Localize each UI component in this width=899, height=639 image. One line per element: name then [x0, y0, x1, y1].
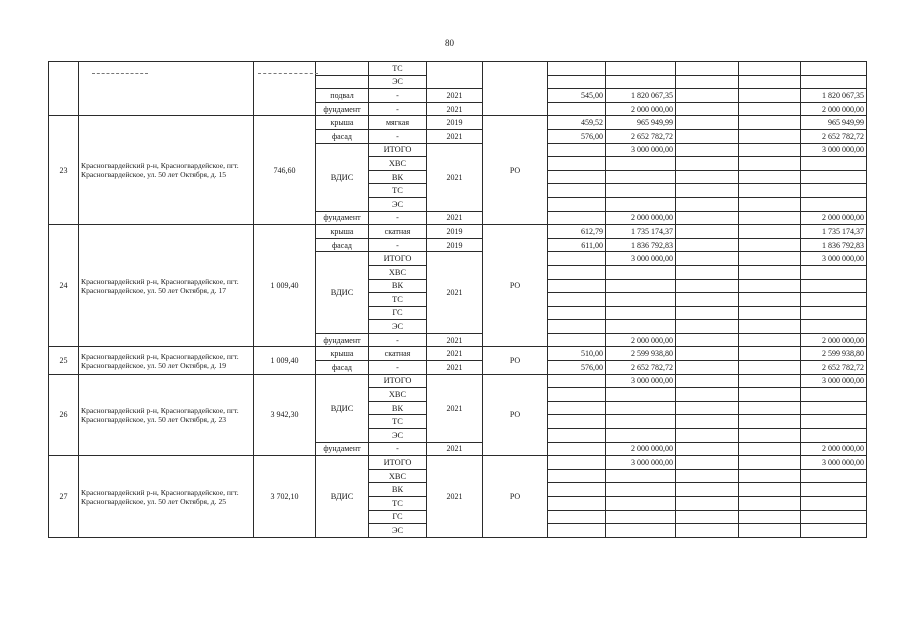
vdis-label-cell: ВДИС [316, 456, 369, 538]
address-cell: Красногвардейский р-н, Красногвардейское, пгт. Красногвардейское, ул. 50 лет Октября, д. 23 [79, 374, 254, 456]
table-row [49, 116, 867, 130]
empty-cell [676, 129, 739, 143]
house-number-cell: 23 [49, 116, 79, 225]
total-cell [801, 279, 867, 293]
system-cell: ЭС [369, 320, 427, 334]
empty-cell [676, 89, 739, 103]
empty-cell [676, 401, 739, 415]
total-cell [801, 429, 867, 443]
element-cell [316, 62, 369, 76]
type-cell: - [369, 442, 427, 456]
system-cell: ХВС [369, 469, 427, 483]
volume-cell [548, 401, 606, 415]
scan-mark [92, 73, 148, 75]
volume-cell [548, 497, 606, 511]
system-cell: ТС [369, 415, 427, 429]
empty-cell [739, 333, 801, 347]
area-cell: 1 009,40 [254, 225, 316, 347]
area-cell: 746,60 [254, 116, 316, 225]
total-cell: 2 000 000,00 [801, 442, 867, 456]
total-cell: 1 836 792,83 [801, 238, 867, 252]
cost-cell: 1 820 067,35 [606, 89, 676, 103]
system-cell: ХВС [369, 388, 427, 402]
empty-cell [739, 102, 801, 116]
area-cell [254, 62, 316, 116]
empty-cell [739, 143, 801, 157]
cost-cell [606, 265, 676, 279]
address-cell: Красногвардейский р-н, Красногвардейское, пгт. Красногвардейское, ул. 50 лет Октября, д. 19 [79, 347, 254, 374]
cost-cell [606, 524, 676, 538]
scan-mark [258, 73, 318, 75]
volume-cell [548, 374, 606, 388]
total-cell: 3 000 000,00 [801, 456, 867, 470]
empty-cell [801, 75, 867, 89]
empty-cell [676, 293, 739, 307]
cost-cell [606, 197, 676, 211]
volume-cell [548, 510, 606, 524]
empty-cell [676, 497, 739, 511]
total-cell [801, 184, 867, 198]
system-cell: ИТОГО [369, 143, 427, 157]
cost-cell [606, 469, 676, 483]
empty-cell [676, 333, 739, 347]
cost-cell [606, 157, 676, 171]
volume-cell: 576,00 [548, 361, 606, 375]
type-cell: скатная [369, 347, 427, 361]
cost-cell [606, 429, 676, 443]
empty-cell [739, 129, 801, 143]
empty-cell [676, 143, 739, 157]
system-cell: ИТОГО [369, 374, 427, 388]
total-cell [801, 401, 867, 415]
volume-cell [548, 456, 606, 470]
empty-cell [676, 75, 739, 89]
empty-cell [739, 415, 801, 429]
volume-cell [548, 252, 606, 266]
volume-cell [548, 102, 606, 116]
cost-cell [606, 388, 676, 402]
volume-cell [548, 170, 606, 184]
type-cell: - [369, 211, 427, 225]
page-number: 80 [445, 38, 454, 48]
volume-cell [548, 197, 606, 211]
element-cell: крыша [316, 347, 369, 361]
type-cell: - [369, 129, 427, 143]
system-cell: ТС [369, 62, 427, 76]
empty-cell [739, 442, 801, 456]
org-cell: РО [483, 347, 548, 374]
empty-cell [739, 116, 801, 130]
empty-cell [739, 211, 801, 225]
org-cell: РО [483, 374, 548, 456]
empty-cell [739, 170, 801, 184]
year-cell: 2021 [427, 347, 483, 361]
element-cell: фундамент [316, 211, 369, 225]
cost-cell: 3 000 000,00 [606, 374, 676, 388]
empty-cell [739, 62, 801, 76]
year-cell: 2021 [427, 89, 483, 103]
total-cell [801, 265, 867, 279]
volume-cell [548, 184, 606, 198]
empty-cell [676, 320, 739, 334]
total-cell: 1 735 174,37 [801, 225, 867, 239]
year-cell: 2021 [427, 374, 483, 442]
volume-cell: 459,52 [548, 116, 606, 130]
cost-cell: 2 652 782,72 [606, 361, 676, 375]
element-cell: фасад [316, 361, 369, 375]
empty-cell [739, 89, 801, 103]
element-cell [316, 75, 369, 89]
cost-cell: 2 599 938,80 [606, 347, 676, 361]
empty-cell [676, 361, 739, 375]
total-cell: 2 000 000,00 [801, 102, 867, 116]
total-cell: 3 000 000,00 [801, 143, 867, 157]
year-cell: 2019 [427, 116, 483, 130]
total-cell [801, 306, 867, 320]
volume-cell [548, 279, 606, 293]
total-cell: 3 000 000,00 [801, 374, 867, 388]
empty-cell [739, 483, 801, 497]
system-cell: ЭС [369, 524, 427, 538]
empty-cell [676, 469, 739, 483]
empty-cell [676, 238, 739, 252]
type-cell: - [369, 102, 427, 116]
year-cell: 2019 [427, 238, 483, 252]
empty-cell [676, 116, 739, 130]
empty-cell [676, 388, 739, 402]
vdis-label-cell: ВДИС [316, 374, 369, 442]
empty-cell [676, 225, 739, 239]
volume-cell: 612,79 [548, 225, 606, 239]
element-cell: фасад [316, 129, 369, 143]
year-cell: 2021 [427, 456, 483, 538]
empty-cell [739, 429, 801, 443]
org-cell: РО [483, 225, 548, 347]
year-cell: 2021 [427, 252, 483, 334]
vdis-label-cell: ВДИС [316, 143, 369, 211]
address-cell [79, 62, 254, 116]
element-cell: фундамент [316, 333, 369, 347]
cost-cell: 1 735 174,37 [606, 225, 676, 239]
volume-cell [548, 388, 606, 402]
table-body [49, 62, 867, 538]
volume-cell [548, 62, 606, 76]
cost-cell: 2 000 000,00 [606, 333, 676, 347]
total-cell [801, 388, 867, 402]
empty-cell [606, 75, 676, 89]
empty-cell [676, 157, 739, 171]
system-cell: ВК [369, 401, 427, 415]
type-cell: мягкая [369, 116, 427, 130]
year-cell [427, 62, 483, 89]
empty-cell [739, 279, 801, 293]
cost-cell: 2 000 000,00 [606, 442, 676, 456]
table-row [49, 347, 867, 361]
total-cell [801, 293, 867, 307]
cost-cell: 2 000 000,00 [606, 211, 676, 225]
area-cell: 1 009,40 [254, 347, 316, 374]
year-cell: 2021 [427, 129, 483, 143]
empty-cell [676, 456, 739, 470]
volume-cell: 576,00 [548, 129, 606, 143]
total-cell [801, 524, 867, 538]
system-cell: ЭС [369, 75, 427, 89]
volume-cell [548, 469, 606, 483]
org-cell [483, 62, 548, 116]
system-cell: ТС [369, 184, 427, 198]
address-cell: Красногвардейский р-н, Красногвардейское, пгт. Красногвардейское, ул. 50 лет Октября, д. 25 [79, 456, 254, 538]
type-cell: - [369, 238, 427, 252]
volume-cell [548, 415, 606, 429]
volume-cell [548, 306, 606, 320]
cost-cell [606, 184, 676, 198]
empty-cell [676, 279, 739, 293]
total-cell [801, 415, 867, 429]
empty-cell [676, 510, 739, 524]
type-cell: - [369, 361, 427, 375]
empty-cell [739, 157, 801, 171]
total-cell [801, 197, 867, 211]
empty-cell [739, 497, 801, 511]
cost-cell [606, 62, 676, 76]
cost-cell [606, 293, 676, 307]
cost-cell [606, 170, 676, 184]
cost-cell [606, 320, 676, 334]
empty-cell [676, 374, 739, 388]
total-cell [801, 157, 867, 171]
empty-cell [676, 429, 739, 443]
system-cell: ИТОГО [369, 456, 427, 470]
system-cell: ИТОГО [369, 252, 427, 266]
element-cell: фундамент [316, 442, 369, 456]
cost-cell: 1 836 792,83 [606, 238, 676, 252]
year-cell: 2021 [427, 143, 483, 211]
vdis-label-cell: ВДИС [316, 252, 369, 334]
total-cell [801, 510, 867, 524]
cost-cell: 3 000 000,00 [606, 456, 676, 470]
total-cell: 3 000 000,00 [801, 252, 867, 266]
volume-cell [548, 293, 606, 307]
table-row [49, 62, 867, 76]
empty-cell [739, 456, 801, 470]
org-cell: РО [483, 456, 548, 538]
volume-cell: 510,00 [548, 347, 606, 361]
cost-cell: 965 949,99 [606, 116, 676, 130]
empty-cell [739, 320, 801, 334]
empty-cell [676, 524, 739, 538]
empty-cell [676, 197, 739, 211]
address-cell: Красногвардейский р-н, Красногвардейское, пгт. Красногвардейское, ул. 50 лет Октября, д. 17 [79, 225, 254, 347]
empty-cell [548, 75, 606, 89]
year-cell: 2021 [427, 102, 483, 116]
volume-cell [548, 143, 606, 157]
table-row [49, 225, 867, 239]
system-cell: ВК [369, 170, 427, 184]
empty-cell [676, 62, 739, 76]
empty-cell [739, 265, 801, 279]
element-cell: фасад [316, 238, 369, 252]
empty-cell [676, 102, 739, 116]
cost-cell [606, 306, 676, 320]
cost-cell [606, 497, 676, 511]
empty-cell [676, 347, 739, 361]
empty-cell [739, 75, 801, 89]
empty-cell [676, 211, 739, 225]
cost-cell [606, 401, 676, 415]
empty-cell [676, 483, 739, 497]
system-cell: ХВС [369, 265, 427, 279]
system-cell: ГС [369, 306, 427, 320]
system-cell: ТС [369, 293, 427, 307]
empty-cell [739, 524, 801, 538]
total-cell [801, 170, 867, 184]
area-cell: 3 942,30 [254, 374, 316, 456]
volume-cell [548, 157, 606, 171]
cost-cell [606, 483, 676, 497]
type-cell: - [369, 89, 427, 103]
element-cell: крыша [316, 116, 369, 130]
system-cell: ВК [369, 483, 427, 497]
type-cell: скатная [369, 225, 427, 239]
volume-cell: 545,00 [548, 89, 606, 103]
cost-cell: 3 000 000,00 [606, 252, 676, 266]
empty-cell [739, 197, 801, 211]
total-cell [801, 320, 867, 334]
empty-cell [676, 415, 739, 429]
empty-cell [739, 252, 801, 266]
empty-cell [739, 469, 801, 483]
type-cell: - [369, 333, 427, 347]
system-cell: ТС [369, 497, 427, 511]
empty-cell [739, 306, 801, 320]
system-cell: ЭС [369, 429, 427, 443]
empty-cell [676, 184, 739, 198]
empty-cell [739, 184, 801, 198]
empty-cell [739, 293, 801, 307]
repair-program-table [48, 61, 867, 538]
system-cell: ЭС [369, 197, 427, 211]
empty-cell [739, 238, 801, 252]
year-cell: 2021 [427, 211, 483, 225]
system-cell: ХВС [369, 157, 427, 171]
volume-cell [548, 333, 606, 347]
cost-cell: 2 652 782,72 [606, 129, 676, 143]
total-cell: 965 949,99 [801, 116, 867, 130]
element-cell: фундамент [316, 102, 369, 116]
empty-cell [676, 265, 739, 279]
volume-cell [548, 265, 606, 279]
year-cell: 2021 [427, 361, 483, 375]
empty-cell [676, 306, 739, 320]
cost-cell: 3 000 000,00 [606, 143, 676, 157]
total-cell: 2 652 782,72 [801, 361, 867, 375]
total-cell: 1 820 067,35 [801, 89, 867, 103]
year-cell: 2021 [427, 442, 483, 456]
year-cell: 2021 [427, 333, 483, 347]
year-cell: 2019 [427, 225, 483, 239]
house-number-cell [49, 62, 79, 116]
empty-cell [739, 388, 801, 402]
volume-cell [548, 442, 606, 456]
house-number-cell: 25 [49, 347, 79, 374]
total-cell: 2 599 938,80 [801, 347, 867, 361]
total-cell [801, 62, 867, 76]
table-row [49, 456, 867, 470]
empty-cell [739, 347, 801, 361]
volume-cell [548, 429, 606, 443]
total-cell [801, 497, 867, 511]
empty-cell [739, 374, 801, 388]
org-cell: РО [483, 116, 548, 225]
total-cell [801, 469, 867, 483]
system-cell: ВК [369, 279, 427, 293]
total-cell: 2 652 782,72 [801, 129, 867, 143]
address-cell: Красногвардейский р-н, Красногвардейское, пгт. Красногвардейское, ул. 50 лет Октября, д. 15 [79, 116, 254, 225]
table-row [49, 374, 867, 388]
total-cell [801, 483, 867, 497]
total-cell: 2 000 000,00 [801, 333, 867, 347]
house-number-cell: 27 [49, 456, 79, 538]
area-cell: 3 702,10 [254, 456, 316, 538]
empty-cell [739, 361, 801, 375]
cost-cell [606, 510, 676, 524]
empty-cell [676, 170, 739, 184]
cost-cell [606, 415, 676, 429]
house-number-cell: 24 [49, 225, 79, 347]
volume-cell [548, 524, 606, 538]
element-cell: подвал [316, 89, 369, 103]
volume-cell: 611,00 [548, 238, 606, 252]
volume-cell [548, 211, 606, 225]
total-cell: 2 000 000,00 [801, 211, 867, 225]
element-cell: крыша [316, 225, 369, 239]
empty-cell [739, 510, 801, 524]
empty-cell [739, 401, 801, 415]
empty-cell [676, 442, 739, 456]
empty-cell [739, 225, 801, 239]
volume-cell [548, 320, 606, 334]
house-number-cell: 26 [49, 374, 79, 456]
cost-cell [606, 279, 676, 293]
system-cell: ГС [369, 510, 427, 524]
cost-cell: 2 000 000,00 [606, 102, 676, 116]
volume-cell [548, 483, 606, 497]
empty-cell [676, 252, 739, 266]
